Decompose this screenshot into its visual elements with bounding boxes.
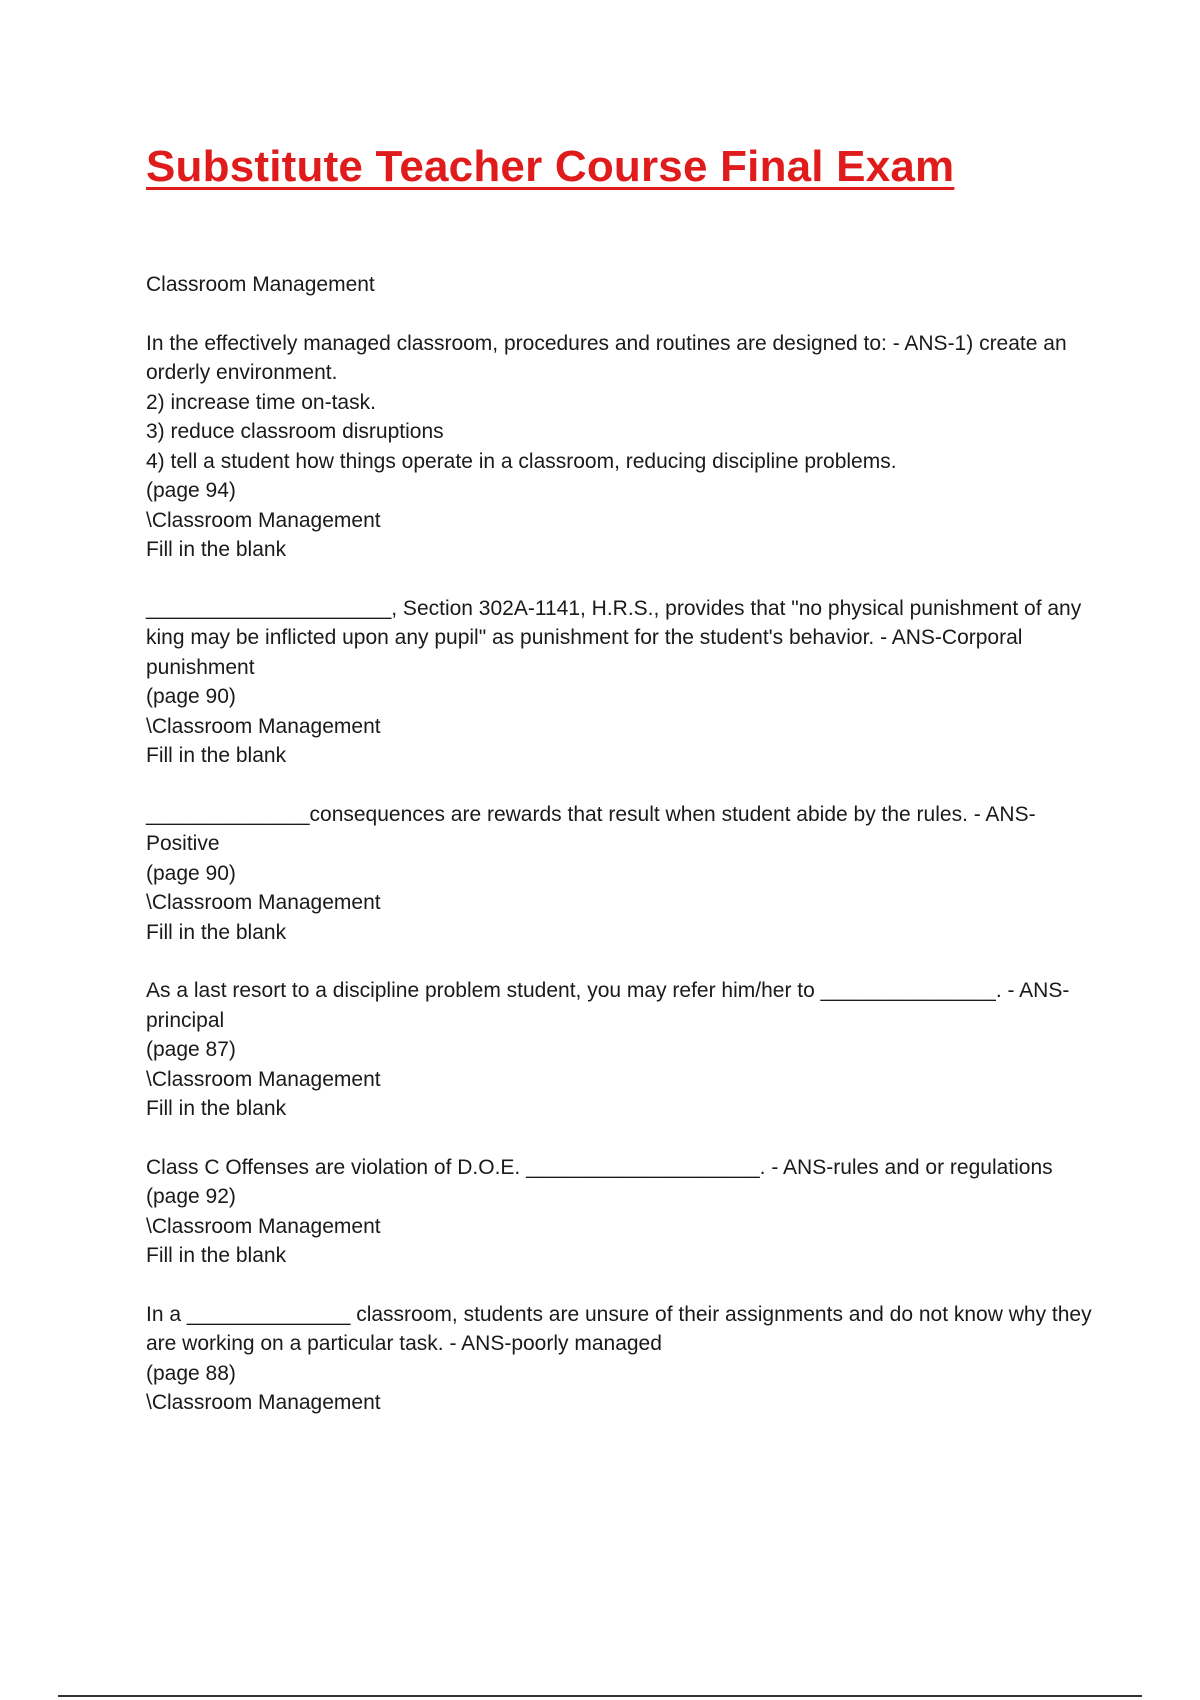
question-text: As a last resort to a discipline problem student, you may refer him/her to _______________. - ANS-principal — [146, 979, 1070, 1032]
page-reference: (page 92) — [146, 1185, 236, 1208]
page-reference: (page 94) — [146, 479, 236, 502]
page-reference: (page 88) — [146, 1361, 236, 1385]
page-reference: (page 90) — [146, 685, 236, 708]
document-body — [146, 270, 1096, 1447]
question-text: _____________________, Section 302A-1141, H.R.S., provides that "no physical punishment of any king may be inflicted upon any pupil" as punishment for the student's behavior. - ANS-Corporal punishment — [146, 596, 1082, 679]
question-type: Fill in the blank — [146, 1097, 287, 1120]
page-reference: (page 87) — [146, 1038, 236, 1061]
category-label: \Classroom Management — [146, 508, 381, 532]
answer-line: 2) increase time on-task. — [146, 390, 376, 414]
question-type: Fill in the blank — [146, 920, 287, 944]
category-label: \Classroom Management — [146, 891, 381, 914]
section-heading: Classroom Management — [146, 273, 375, 296]
question-6 — [146, 1300, 1096, 1418]
question-1 — [146, 329, 1096, 565]
question-3 — [146, 800, 1096, 948]
question-5 — [146, 1153, 1096, 1271]
category-label: \Classroom Management — [146, 1391, 381, 1414]
question-text: Class C Offenses are violation of D.O.E. ____________________. - ANS-rules and or regulations — [146, 1155, 1053, 1179]
question-4 — [146, 976, 1096, 1124]
page-reference: (page 90) — [146, 861, 236, 885]
question-text: In the effectively managed classroom, procedures and routines are designed to: - ANS-1) create an orderly environment. — [146, 331, 1067, 384]
category-label: \Classroom Management — [146, 1214, 381, 1238]
question-type: Fill in the blank — [146, 1244, 287, 1267]
question-text: In a ______________ classroom, students are unsure of their assignments and do not know why they are working on a particular task. - ANS-poorly managed — [146, 1302, 1092, 1355]
question-type: Fill in the blank — [146, 538, 287, 561]
footer-divider — [58, 1695, 1142, 1697]
question-type: Fill in the blank — [146, 744, 287, 767]
question-2 — [146, 594, 1096, 771]
answer-line: 3) reduce classroom disruptions — [146, 420, 444, 443]
question-text: ______________consequences are rewards that result when student abide by the rules. - ANS-Positive — [146, 802, 1036, 855]
answer-line: 4) tell a student how things operate in a classroom, reducing discipline problems. — [146, 449, 897, 473]
document-title: Substitute Teacher Course Final Exam — [146, 142, 955, 191]
category-label: \Classroom Management — [146, 1067, 381, 1091]
category-label: \Classroom Management — [146, 714, 381, 738]
